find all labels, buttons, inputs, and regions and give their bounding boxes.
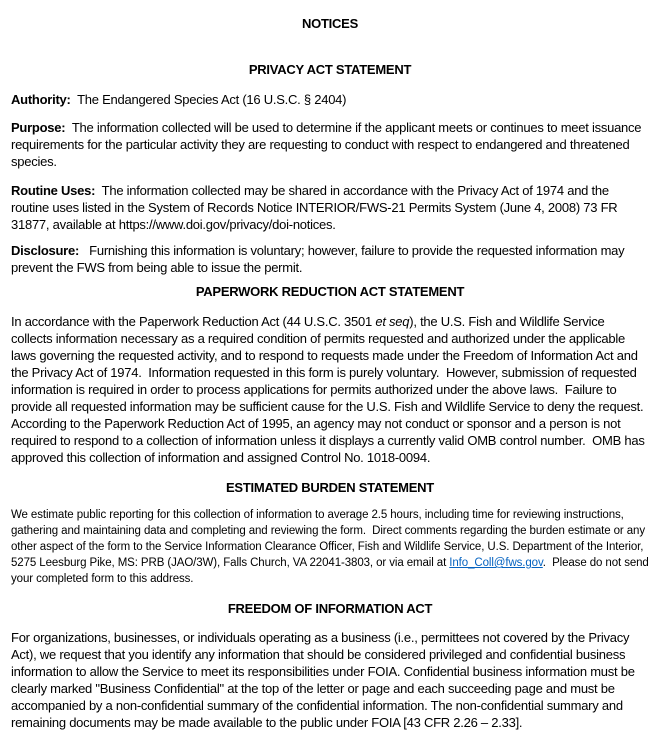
purpose-label: Purpose:: [11, 120, 66, 135]
purpose-text: The information collected will be used to determine if the applicant meets or continues to meet issuance requirements for the particular activity they are requesting to conduct with respect to endangered and threatened species.: [11, 120, 645, 169]
foia-paragraph: [11, 629, 649, 731]
privacy-act-heading: PRIVACY ACT STATEMENT: [248, 62, 412, 77]
email-link[interactable]: Info_Coll@fws.gov: [449, 557, 543, 569]
routine-uses-label: Routine Uses:: [11, 183, 96, 198]
disclosure-text: Furnishing this information is voluntary; however, failure to provide the requested information may prevent the FWS from being able to issue the permit.: [11, 243, 628, 275]
page-title: NOTICES: [301, 16, 359, 31]
foia-heading: FREEDOM OF INFORMATION ACT: [227, 601, 433, 616]
authority-label: Authority:: [11, 92, 71, 107]
purpose-paragraph: [11, 119, 649, 170]
estimated-burden-paragraph: [11, 507, 652, 587]
paperwork-reduction-paragraph: [11, 313, 649, 466]
authority-text: The Endangered Species Act (16 U.S.C. § 2404): [70, 92, 347, 107]
paperwork-reduction-text-before: In accordance with the Paperwork Reduction Act (44 U.S.C. 3501: [11, 314, 376, 329]
estimated-burden-text-after: . Please do not send your completed form to this address.: [11, 557, 652, 585]
authority-paragraph: [11, 91, 649, 108]
paperwork-reduction-heading: PAPERWORK REDUCTION ACT STATEMENT: [195, 284, 465, 299]
et-seq-italic: et seq: [375, 314, 410, 329]
disclosure-label: Disclosure:: [11, 243, 80, 258]
routine-uses-text: The information collected may be shared in accordance with the Privacy Act of 1974 and the routine uses listed in the System of Records Notice INTERIOR/FWS-21 Permits System (June 4, 2008) 73 FR 31877, available at https://www.doi.gov/privacy/doi-notices.: [11, 183, 621, 232]
foia-text: For organizations, businesses, or individuals operating as a business (i.e., permittees not covered by the Privacy Act), we request that you identify any information that should be considered privileged and confidential business information to allow the Service to meet its responsibilities under FOIA. Confidential business information must be clearly marked "Business Confidential" at the top of the letter or page and each succeeding page and must be accompanied by a non-confidential summary of the confidential information. The non-confidential summary and remaining documents may be made available to the public under FOIA [43 CFR 2.26 – 2.33].: [11, 630, 639, 730]
routine-uses-paragraph: [11, 182, 649, 233]
estimated-burden-text-before: We estimate public reporting for this collection of information to average 2.5 hours, including time for reviewing instructions, gathering and maintaining data and completing and reviewing the form. Direct comments regarding the burden estimate or any other aspect of the form to the Service Information Clearance Officer, Fish and Wildlife Service, U.S. Department of the Interior, 5275 Leesburg Pike, MS: PRB (JAO/3W), Falls Church, VA 22041-3803, or via email at: [11, 509, 649, 569]
paperwork-reduction-text-after: ), the U.S. Fish and Wildlife Service collects information necessary as a required condition of permits requested and authorized under the applicable laws governing the requested activity, and to respond to requests made under the Freedom of Information Act and the Privacy Act of 1974. Information requested in this form is purely voluntary. However, submission of requested information is required in order to process applications for permits authorized under the above laws. Failure to provide all requested information may be sufficient cause for the U.S. Fish and Wildlife Service to deny the request. According to the Paperwork Reduction Act of 1995, an agency may not conduct or sponsor and a person is not required to respond to a collection of information unless it displays a currently valid OMB control number. OMB has approved this collection of information and assigned Control No. 1018-0094.: [11, 314, 650, 465]
disclosure-paragraph: [11, 242, 649, 276]
estimated-burden-heading: ESTIMATED BURDEN STATEMENT: [226, 480, 434, 495]
